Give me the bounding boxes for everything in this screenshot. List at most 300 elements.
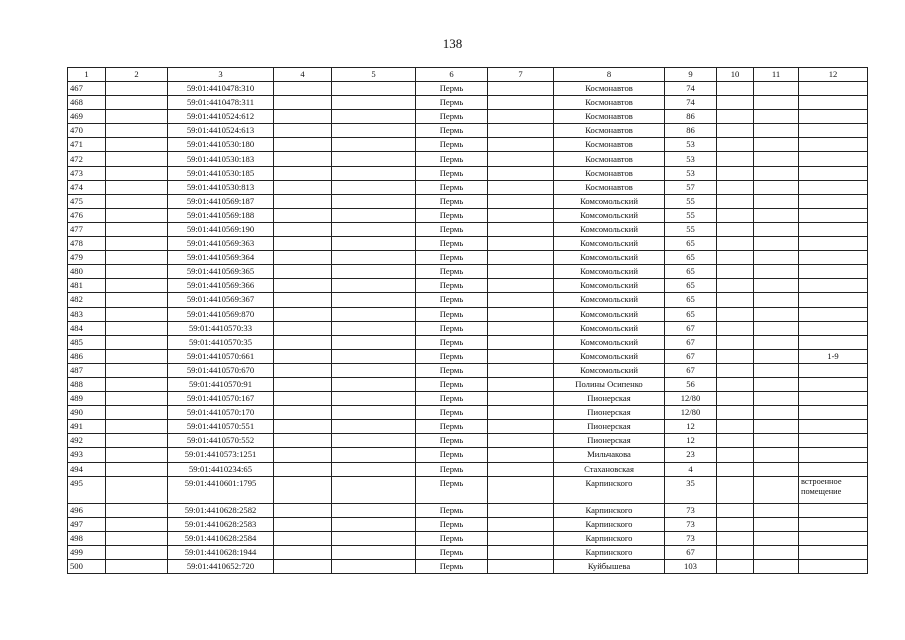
cell-col-10 <box>717 392 754 406</box>
cell-col-3: 59:01:4410628:1944 <box>168 545 274 559</box>
cell-col-3: 59:01:4410570:670 <box>168 363 274 377</box>
cell-col-6: Пермь <box>416 335 488 349</box>
cell-col-1: 479 <box>68 251 106 265</box>
cell-col-10 <box>717 180 754 194</box>
cell-col-1: 469 <box>68 110 106 124</box>
cell-col-7 <box>488 503 554 517</box>
cell-col-7 <box>488 265 554 279</box>
cell-col-3: 59:01:4410524:612 <box>168 110 274 124</box>
cell-col-5 <box>332 392 416 406</box>
cell-col-8: Пионерская <box>554 406 665 420</box>
cell-col-6: Пермь <box>416 377 488 391</box>
cell-col-3: 59:01:4410524:613 <box>168 124 274 138</box>
cell-col-2 <box>106 531 168 545</box>
cell-col-6: Пермь <box>416 208 488 222</box>
cell-col-10 <box>717 251 754 265</box>
cell-col-6: Пермь <box>416 222 488 236</box>
cell-col-6: Пермь <box>416 462 488 476</box>
cell-col-1: 484 <box>68 321 106 335</box>
cell-col-4 <box>274 166 332 180</box>
cell-col-5 <box>332 251 416 265</box>
cell-col-4 <box>274 560 332 574</box>
cell-col-10 <box>717 138 754 152</box>
cell-col-8: Комсомольский <box>554 208 665 222</box>
cell-col-8: Карпинского <box>554 517 665 531</box>
table-row <box>68 138 868 152</box>
cell-col-5 <box>332 560 416 574</box>
cell-col-10 <box>717 363 754 377</box>
cell-col-1: 489 <box>68 392 106 406</box>
cell-col-2 <box>106 420 168 434</box>
cell-col-2 <box>106 462 168 476</box>
cell-col-10 <box>717 222 754 236</box>
cell-col-7 <box>488 251 554 265</box>
cell-col-2 <box>106 517 168 531</box>
cell-col-10 <box>717 110 754 124</box>
cell-col-1: 496 <box>68 503 106 517</box>
cell-col-11 <box>754 237 799 251</box>
cell-col-5 <box>332 531 416 545</box>
cell-col-3: 59:01:4410601:1795 <box>168 476 274 503</box>
cell-col-4 <box>274 377 332 391</box>
table-row <box>68 531 868 545</box>
cell-col-2 <box>106 279 168 293</box>
cell-col-5 <box>332 237 416 251</box>
cell-col-9: 12 <box>665 434 717 448</box>
cell-col-5 <box>332 208 416 222</box>
cell-col-4 <box>274 110 332 124</box>
cell-col-5 <box>332 321 416 335</box>
cell-col-11 <box>754 208 799 222</box>
cell-col-8: Космонавтов <box>554 82 665 96</box>
cell-col-6: Пермь <box>416 293 488 307</box>
cell-col-3: 59:01:4410570:170 <box>168 406 274 420</box>
cell-col-11 <box>754 307 799 321</box>
cell-col-5 <box>332 434 416 448</box>
cell-col-8: Космонавтов <box>554 96 665 110</box>
cell-col-4 <box>274 434 332 448</box>
cell-col-12 <box>799 392 868 406</box>
cell-col-2 <box>106 392 168 406</box>
cell-col-6: Пермь <box>416 96 488 110</box>
cell-col-7 <box>488 321 554 335</box>
cell-col-5 <box>332 307 416 321</box>
cell-col-10 <box>717 307 754 321</box>
table-row <box>68 462 868 476</box>
table-row <box>68 560 868 574</box>
cell-col-7 <box>488 448 554 462</box>
cell-col-7 <box>488 96 554 110</box>
cell-col-3: 59:01:4410570:91 <box>168 377 274 391</box>
cell-col-11 <box>754 293 799 307</box>
cell-col-3: 59:01:4410570:35 <box>168 335 274 349</box>
cell-col-7 <box>488 531 554 545</box>
table-row <box>68 265 868 279</box>
cell-col-8: Карпинского <box>554 531 665 545</box>
cell-col-5 <box>332 96 416 110</box>
cell-col-4 <box>274 517 332 531</box>
cell-col-11 <box>754 110 799 124</box>
cell-col-7 <box>488 293 554 307</box>
cell-col-3: 59:01:4410569:187 <box>168 194 274 208</box>
cell-col-9: 65 <box>665 293 717 307</box>
cell-col-1: 472 <box>68 152 106 166</box>
cell-col-9: 4 <box>665 462 717 476</box>
cell-col-6: Пермь <box>416 476 488 503</box>
column-header-4: 4 <box>274 68 332 82</box>
table-row <box>68 406 868 420</box>
cell-col-9: 67 <box>665 363 717 377</box>
cell-col-4 <box>274 420 332 434</box>
cell-col-11 <box>754 279 799 293</box>
cell-col-9: 73 <box>665 503 717 517</box>
cell-col-1: 498 <box>68 531 106 545</box>
cell-col-6: Пермь <box>416 560 488 574</box>
cell-col-2 <box>106 321 168 335</box>
cell-col-3: 59:01:4410570:552 <box>168 434 274 448</box>
cell-col-9: 67 <box>665 545 717 559</box>
cell-col-12 <box>799 420 868 434</box>
cell-col-1: 497 <box>68 517 106 531</box>
cell-col-10 <box>717 279 754 293</box>
table-row <box>68 307 868 321</box>
cell-col-8: Пионерская <box>554 420 665 434</box>
cell-col-11 <box>754 448 799 462</box>
cell-col-10 <box>717 503 754 517</box>
cell-col-7 <box>488 476 554 503</box>
cell-col-9: 67 <box>665 321 717 335</box>
cell-col-1: 476 <box>68 208 106 222</box>
cell-col-5 <box>332 194 416 208</box>
cell-col-5 <box>332 124 416 138</box>
cell-col-12: 1-9 <box>799 349 868 363</box>
cell-col-7 <box>488 335 554 349</box>
cell-col-5 <box>332 279 416 293</box>
register-table <box>67 67 868 574</box>
cell-col-9: 65 <box>665 279 717 293</box>
cell-col-10 <box>717 545 754 559</box>
table-row <box>68 545 868 559</box>
cell-col-3: 59:01:4410573:1251 <box>168 448 274 462</box>
cell-col-1: 480 <box>68 265 106 279</box>
cell-col-4 <box>274 251 332 265</box>
cell-col-11 <box>754 265 799 279</box>
cell-col-8: Космонавтов <box>554 166 665 180</box>
cell-col-11 <box>754 251 799 265</box>
column-header-8: 8 <box>554 68 665 82</box>
cell-col-6: Пермь <box>416 237 488 251</box>
table-row <box>68 208 868 222</box>
cell-col-2 <box>106 180 168 194</box>
cell-col-8: Комсомольский <box>554 279 665 293</box>
cell-col-7 <box>488 194 554 208</box>
cell-col-8: Комсомольский <box>554 251 665 265</box>
cell-col-9: 55 <box>665 208 717 222</box>
table-row <box>68 166 868 180</box>
cell-col-1: 473 <box>68 166 106 180</box>
cell-col-9: 35 <box>665 476 717 503</box>
cell-col-7 <box>488 222 554 236</box>
cell-col-3: 59:01:4410570:167 <box>168 392 274 406</box>
cell-col-1: 478 <box>68 237 106 251</box>
cell-col-11 <box>754 138 799 152</box>
cell-col-5 <box>332 462 416 476</box>
cell-col-2 <box>106 152 168 166</box>
cell-col-3: 59:01:4410570:661 <box>168 349 274 363</box>
column-header-5: 5 <box>332 68 416 82</box>
cell-col-6: Пермь <box>416 363 488 377</box>
cell-col-4 <box>274 152 332 166</box>
cell-col-5 <box>332 180 416 194</box>
cell-col-4 <box>274 335 332 349</box>
cell-col-12 <box>799 138 868 152</box>
table-row <box>68 180 868 194</box>
cell-col-4 <box>274 208 332 222</box>
table-row <box>68 82 868 96</box>
cell-col-4 <box>274 82 332 96</box>
cell-col-3: 59:01:4410628:2583 <box>168 517 274 531</box>
cell-col-8: Карпинского <box>554 503 665 517</box>
cell-col-1: 468 <box>68 96 106 110</box>
cell-col-1: 487 <box>68 363 106 377</box>
cell-col-8: Карпинского <box>554 545 665 559</box>
cell-col-10 <box>717 420 754 434</box>
cell-col-8: Комсомольский <box>554 194 665 208</box>
cell-col-8: Комсомольский <box>554 321 665 335</box>
cell-col-9: 12 <box>665 420 717 434</box>
cell-col-7 <box>488 545 554 559</box>
cell-col-5 <box>332 503 416 517</box>
cell-col-2 <box>106 307 168 321</box>
cell-col-7 <box>488 82 554 96</box>
table-row <box>68 377 868 391</box>
cell-col-7 <box>488 406 554 420</box>
cell-col-2 <box>106 96 168 110</box>
table-row <box>68 152 868 166</box>
cell-col-12 <box>799 152 868 166</box>
cell-col-7 <box>488 180 554 194</box>
cell-col-4 <box>274 545 332 559</box>
cell-col-8: Космонавтов <box>554 124 665 138</box>
cell-col-4 <box>274 349 332 363</box>
cell-col-10 <box>717 349 754 363</box>
column-header-10: 10 <box>717 68 754 82</box>
cell-col-3: 59:01:4410628:2582 <box>168 503 274 517</box>
cell-col-12 <box>799 96 868 110</box>
cell-col-1: 470 <box>68 124 106 138</box>
cell-col-2 <box>106 406 168 420</box>
cell-col-7 <box>488 208 554 222</box>
cell-col-8: Стахановская <box>554 462 665 476</box>
cell-col-12 <box>799 194 868 208</box>
cell-col-11 <box>754 462 799 476</box>
cell-col-1: 486 <box>68 349 106 363</box>
table-row <box>68 335 868 349</box>
cell-col-3: 59:01:4410569:870 <box>168 307 274 321</box>
cell-col-10 <box>717 462 754 476</box>
cell-col-2 <box>106 503 168 517</box>
cell-col-2 <box>106 82 168 96</box>
cell-col-1: 492 <box>68 434 106 448</box>
cell-col-6: Пермь <box>416 321 488 335</box>
cell-col-7 <box>488 138 554 152</box>
cell-col-9: 86 <box>665 124 717 138</box>
column-header-9: 9 <box>665 68 717 82</box>
cell-col-11 <box>754 503 799 517</box>
column-header-2: 2 <box>106 68 168 82</box>
cell-col-10 <box>717 194 754 208</box>
cell-col-9: 86 <box>665 110 717 124</box>
cell-col-2 <box>106 208 168 222</box>
cell-col-8: Комсомольский <box>554 335 665 349</box>
cell-col-2 <box>106 124 168 138</box>
cell-col-8: Карпинского <box>554 476 665 503</box>
cell-col-4 <box>274 279 332 293</box>
cell-col-7 <box>488 392 554 406</box>
column-header-7: 7 <box>488 68 554 82</box>
cell-col-4 <box>274 392 332 406</box>
cell-col-9: 74 <box>665 82 717 96</box>
cell-col-8: Комсомольский <box>554 307 665 321</box>
cell-col-7 <box>488 363 554 377</box>
cell-col-2 <box>106 448 168 462</box>
cell-col-10 <box>717 560 754 574</box>
cell-col-3: 59:01:4410628:2584 <box>168 531 274 545</box>
cell-col-6: Пермь <box>416 180 488 194</box>
cell-col-12 <box>799 166 868 180</box>
cell-col-10 <box>717 335 754 349</box>
cell-col-2 <box>106 349 168 363</box>
cell-col-8: Комсомольский <box>554 237 665 251</box>
cell-col-2 <box>106 560 168 574</box>
cell-col-11 <box>754 560 799 574</box>
cell-col-3: 59:01:4410570:551 <box>168 420 274 434</box>
cell-col-11 <box>754 166 799 180</box>
cell-col-1: 491 <box>68 420 106 434</box>
cell-col-7 <box>488 237 554 251</box>
cell-col-10 <box>717 124 754 138</box>
cell-col-3: 59:01:4410569:366 <box>168 279 274 293</box>
cell-col-8: Космонавтов <box>554 110 665 124</box>
cell-col-12 <box>799 503 868 517</box>
cell-col-5 <box>332 152 416 166</box>
cell-col-11 <box>754 531 799 545</box>
cell-col-5 <box>332 110 416 124</box>
cell-col-2 <box>106 166 168 180</box>
cell-col-10 <box>717 152 754 166</box>
cell-col-11 <box>754 96 799 110</box>
cell-col-4 <box>274 265 332 279</box>
cell-col-6: Пермь <box>416 406 488 420</box>
table-row <box>68 503 868 517</box>
cell-col-10 <box>717 237 754 251</box>
cell-col-12 <box>799 237 868 251</box>
cell-col-1: 474 <box>68 180 106 194</box>
column-header-6: 6 <box>416 68 488 82</box>
cell-col-3: 59:01:4410530:183 <box>168 152 274 166</box>
cell-col-12 <box>799 531 868 545</box>
cell-col-12 <box>799 434 868 448</box>
cell-col-1: 490 <box>68 406 106 420</box>
cell-col-11 <box>754 420 799 434</box>
cell-col-10 <box>717 406 754 420</box>
cell-col-10 <box>717 448 754 462</box>
cell-col-1: 475 <box>68 194 106 208</box>
cell-col-6: Пермь <box>416 448 488 462</box>
cell-col-4 <box>274 406 332 420</box>
cell-col-10 <box>717 208 754 222</box>
cell-col-2 <box>106 265 168 279</box>
cell-col-12 <box>799 307 868 321</box>
cell-col-12 <box>799 180 868 194</box>
cell-col-10 <box>717 321 754 335</box>
cell-col-3: 59:01:4410570:33 <box>168 321 274 335</box>
cell-col-3: 59:01:4410569:364 <box>168 251 274 265</box>
cell-col-9: 53 <box>665 138 717 152</box>
cell-col-10 <box>717 377 754 391</box>
cell-col-1: 477 <box>68 222 106 236</box>
cell-col-2 <box>106 222 168 236</box>
cell-col-9: 65 <box>665 307 717 321</box>
cell-col-8: Комсомольский <box>554 222 665 236</box>
cell-col-3: 59:01:4410569:190 <box>168 222 274 236</box>
cell-col-8: Комсомольский <box>554 265 665 279</box>
cell-col-12 <box>799 110 868 124</box>
cell-col-11 <box>754 377 799 391</box>
table-row <box>68 251 868 265</box>
cell-col-12 <box>799 251 868 265</box>
cell-col-8: Пионерская <box>554 392 665 406</box>
cell-col-4 <box>274 237 332 251</box>
cell-col-9: 103 <box>665 560 717 574</box>
cell-col-4 <box>274 503 332 517</box>
cell-col-5 <box>332 476 416 503</box>
cell-col-12 <box>799 335 868 349</box>
cell-col-12 <box>799 560 868 574</box>
cell-col-10 <box>717 82 754 96</box>
cell-col-7 <box>488 462 554 476</box>
cell-col-11 <box>754 82 799 96</box>
column-header-1: 1 <box>68 68 106 82</box>
cell-col-9: 73 <box>665 517 717 531</box>
cell-col-5 <box>332 265 416 279</box>
cell-col-2 <box>106 110 168 124</box>
cell-col-5 <box>332 293 416 307</box>
cell-col-10 <box>717 517 754 531</box>
cell-col-4 <box>274 363 332 377</box>
cell-col-9: 73 <box>665 531 717 545</box>
cell-col-6: Пермь <box>416 251 488 265</box>
cell-col-4 <box>274 293 332 307</box>
cell-col-10 <box>717 96 754 110</box>
cell-col-1: 493 <box>68 448 106 462</box>
cell-col-3: 59:01:4410234:65 <box>168 462 274 476</box>
cell-col-2 <box>106 251 168 265</box>
cell-col-1: 482 <box>68 293 106 307</box>
cell-col-1: 483 <box>68 307 106 321</box>
cell-col-11 <box>754 222 799 236</box>
cell-col-9: 53 <box>665 152 717 166</box>
cell-col-10 <box>717 166 754 180</box>
cell-col-2 <box>106 363 168 377</box>
cell-col-4 <box>274 194 332 208</box>
cell-col-8: Комсомольский <box>554 349 665 363</box>
cell-col-6: Пермь <box>416 194 488 208</box>
table-row <box>68 363 868 377</box>
cell-col-11 <box>754 476 799 503</box>
cell-col-1: 471 <box>68 138 106 152</box>
cell-col-6: Пермь <box>416 517 488 531</box>
